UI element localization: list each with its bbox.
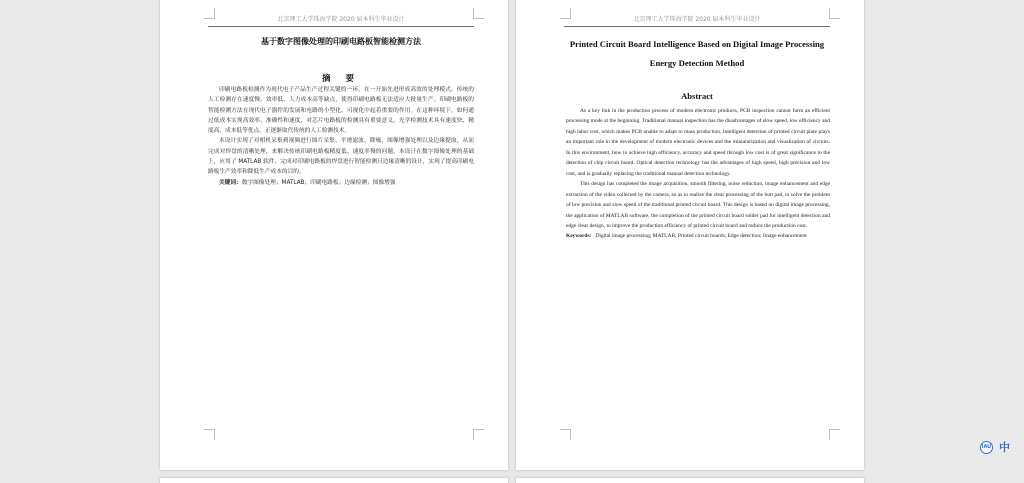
abstract-heading-chinese: 摘 要 <box>322 74 360 84</box>
abstract-body-english <box>566 106 830 242</box>
language-toggle[interactable]: 中 <box>999 441 1010 454</box>
keywords-line <box>208 178 474 188</box>
crop-mark <box>829 8 840 19</box>
keywords-label: Keywords: <box>566 233 592 240</box>
title-line: Energy Detection Method <box>649 58 745 68</box>
page-chinese-abstract <box>160 0 508 470</box>
crop-mark <box>204 429 215 440</box>
translate-icon[interactable]: iAU <box>980 441 993 454</box>
thesis-title-english <box>564 35 830 73</box>
abstract-paragraph: 本设计实现了对相机采集到视频进行图片采集、平滑滤波、降噪、图像增强处理以及边缘提取，从而完成对焊盘的清晰处理，来解决传统印刷电路板精度低、速度率慢的问题。本设计在数字图像处理的基础上，应用了 MATLAB 软件，完成对印刷电路板的焊盘进行智能检测且边缘清晰的设计，实现了提高印刷电路板生产效率和降低生产成本的目的。 <box>208 138 474 176</box>
page-english-abstract <box>516 0 864 470</box>
crop-mark <box>560 429 571 440</box>
crop-mark <box>473 429 484 440</box>
abstract-heading-english: Abstract <box>681 91 713 101</box>
title-line: Printed Circuit Board Intelligence Based on Digital Image Processing <box>569 39 825 49</box>
next-page-left <box>160 478 508 483</box>
next-page-right <box>516 478 864 483</box>
running-header: 北京理工大学珠海学院 2020 届本科生毕业设计 <box>564 14 830 27</box>
abstract-paragraph: This design has completed the image acquisition, smooth filtering, noise reduction, image enhancement and edge extraction of the video collected by the camera, so as to realize the clear processing of the butt pad, to solve the problem of low precision and slow speed of the traditional printed circuit board. This design is based on digital image processing, the application of MATLAB software, the completion of the printed circuit board solder pad for intelligent detection and edge clear design, to improve the production efficiency of printed circuit board and reduce the production cost. <box>566 181 830 229</box>
thesis-title-chinese: 基于数字图像处理的印刷电路板智能检测方法 <box>261 36 421 46</box>
abstract-paragraph: 印刷电路板检测作为现代电子产品生产过程关键的一环，在一开始先进形成高效的处理模式，传统的人工检测存在速度慢、效率低、人力成本高等缺点，使得印刷电路板无法适应大批量生产。印刷电路板的智能检测方法在现代电子器件的发展和电路的小型化、可视化中起着重要的作用。在这种环境下，如何通过低成本实现高效率、准确性和速度，对芯片电路板的检测具有重要意义。光学检测技术具有速度快、精度高、成本低等优点，正逐渐取代传统的人工检测技术。 <box>208 87 474 135</box>
abstract-body-chinese <box>208 85 474 188</box>
floating-toolbar[interactable] <box>980 436 1024 458</box>
keywords-text: Digital image processing; MATLAB; Printed circuit boards; Edge detection; Image enhancement <box>595 233 807 240</box>
keywords-text: 数字图像处理；MATLAB；印刷电路板；边缘检测；图像增强 <box>241 179 396 186</box>
abstract-paragraph: As a key link in the production process of modern electronic products, PCB inspection cannot form an efficient processing mode at the beginning. Traditional manual inspection has the disadvantages of slow speed, low efficiency and high labor cost, which makes PCB unable to adapt to mass production. Intelligent detection of printed circuit plate plays an important role in the development of modern electronic devices and the miniaturization and visualization of circuits. In this environment, how to achieve high efficiency, accuracy and speed through low cost is of great significance to the detection of chip circuit board. Optical detection technology has the advantages of high speed, high precision and low cost, and is gradually replacing the traditional manual detection technology. <box>566 108 830 177</box>
keywords-line <box>566 231 830 241</box>
crop-mark <box>473 8 484 19</box>
running-header: 北京理工大学珠海学院 2020 届本科生毕业设计 <box>208 14 474 27</box>
crop-mark <box>829 429 840 440</box>
keywords-label: 关键词： <box>219 179 242 186</box>
